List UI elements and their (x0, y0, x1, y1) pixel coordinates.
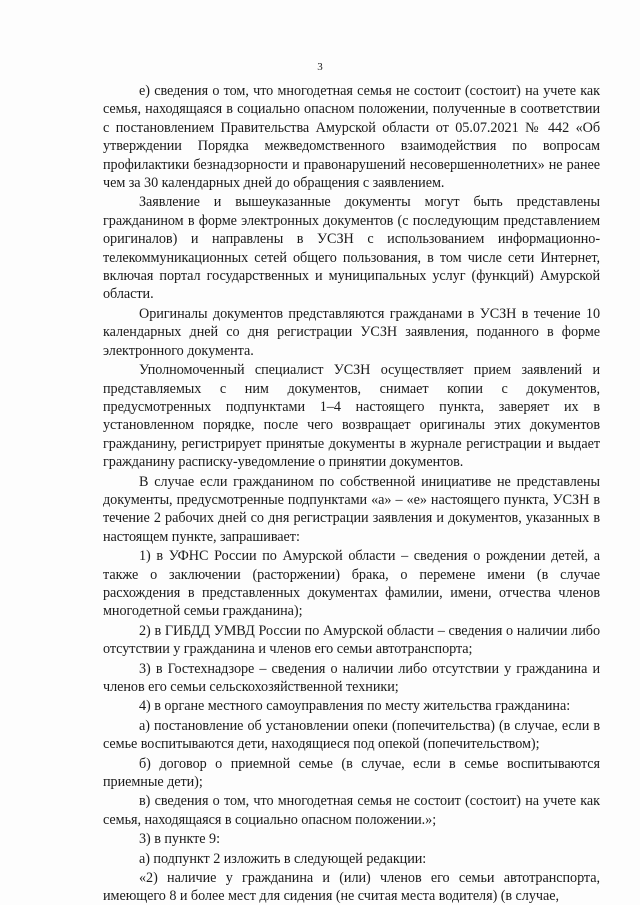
paragraph-originals: Оригиналы документов представляются гражданами в УСЗН в течение 10 календарных дней со дня регистрации УСЗН заявления, поданного в форме электронного документа. (103, 305, 600, 359)
paragraph-subitem-e: е) сведения о том, что многодетная семья не состоит (состоит) на учете как семья, находящаяся в социально опасном положении, полученные в соответствии с постановлением Правительства Амурской области от 05.07.2021 № 442 «Об утверждении Порядка межведомственного взаимодействия по вопросам профилактики безнадзорности и правонарушений несовершеннолетних» не ранее чем за 30 календарных дней до обращения с заявлением. (103, 83, 600, 192)
paragraph-specialist: Уполномоченный специалист УСЗН осуществляет прием заявлений и представляемых с ним документов, снимает копии с документов, предусмотренных подпунктами 1–4 настоящего пункта, заверяет их в установленном порядке, после чего возвращает оригиналы этих документов гражданину, регистрирует принятые документы в журнале регистрации и выдает гражданину расписку-уведомление о принятии документов. (103, 362, 600, 471)
paragraph-own-initiative: В случае если гражданином по собственной инициативе не представлены документы, предусмотренные подпунктами «а» – «е» настоящего пункта, УСЗН в течение 2 рабочих дней со дня регистрации заявления и документов, указанных в настоящем пункте, запрашивает: (103, 473, 600, 545)
paragraph-electronic-submission: Заявление и вышеуказанные документы могут быть представлены гражданином в форме электронных документов (с последующим представлением оригиналов) и направлены в УСЗН с использованием информационно-телекоммуникационных сетей общего пользования, в том числе сети Интернет, включая портал государственных и муниципальных услуг (функций) Амурской области. (103, 194, 600, 303)
paragraph-item-1: 1) в УФНС России по Амурской области – сведения о рождении детей, а также о заключении (расторжении) брака, о перемене имени (в случае расхождения в представленных документах фамилии, имени, отчества членов многодетной семьи гражданина); (103, 548, 600, 620)
paragraph-item-4: 4) в органе местного самоуправления по месту жительства гражданина: (139, 698, 571, 715)
paragraph-clause-9: 3) в пункте 9: (139, 831, 220, 848)
page-number: 3 (317, 61, 323, 73)
paragraph-item-4c: в) сведения о том, что многодетная семья не состоит (состоит) на учете как семья, находящаяся в социально опасном положении.»; (103, 793, 600, 828)
paragraph-new-text: «2) наличие у гражданина и (или) членов его семьи автотранспорта, имеющего 8 и более мест для сидения (не считая места водителя) (в случае, (103, 870, 600, 905)
paragraph-item-2: 2) в ГИБДД УМВД России по Амурской области – сведения о наличии либо отсутствии у гражданина и членов его семьи автотранспорта; (103, 622, 600, 658)
paragraph-item-4b: б) договор о приемной семье (в случае, если в семье воспитываются приемные дети); (103, 755, 600, 791)
document-body (103, 82, 600, 906)
paragraph-subclause-2: а) подпункт 2 изложить в следующей редакции: (139, 850, 427, 867)
paragraph-item-4a: а) постановление об установлении опеки (попечительства) (в случае, если в семье воспитываются дети, находящиеся под опекой (попечительством); (103, 717, 600, 753)
paragraph-item-3: 3) в Гостехнадзоре – сведения о наличии либо отсутствии у гражданина и членов его семьи сельскохозяйственной техники; (103, 660, 600, 695)
